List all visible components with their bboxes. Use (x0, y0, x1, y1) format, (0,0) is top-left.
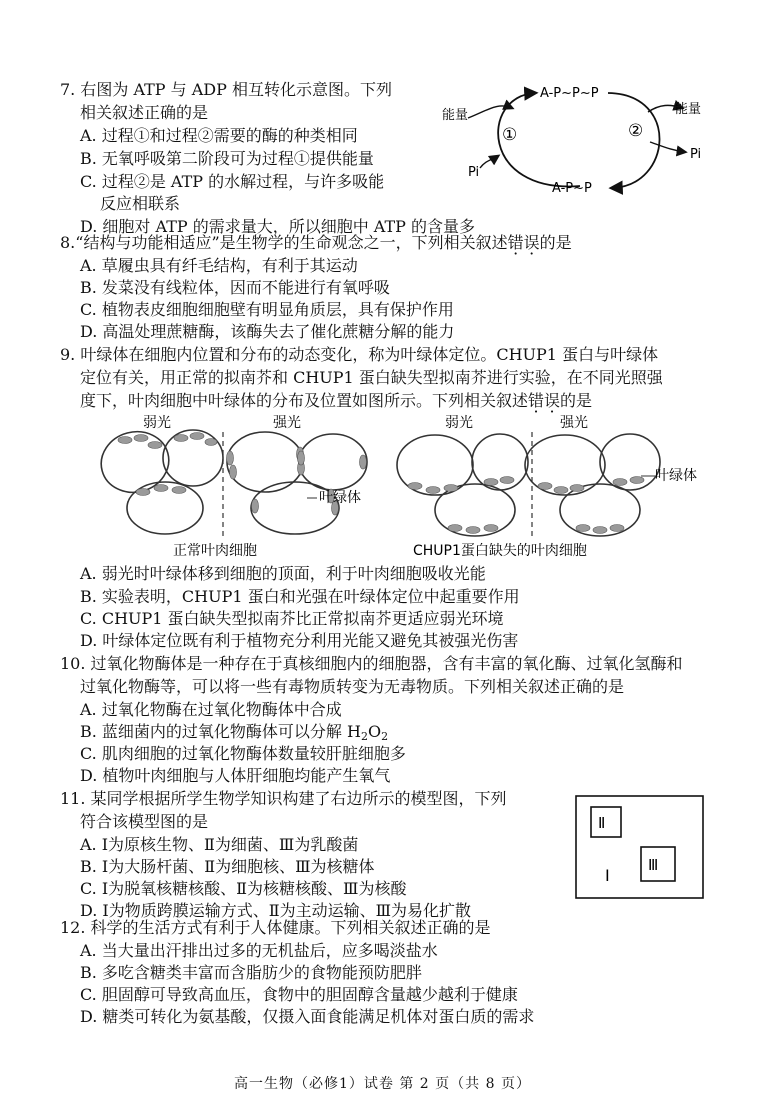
q8-stem: 8.“结构与功能相适应”是生物学的生命观念之一，下列相关叙述错误的是 (60, 233, 572, 252)
chloroplast-figure (95, 410, 715, 570)
adp-label: A-P~P (552, 181, 592, 196)
label-chloroplast-2: 叶绿体 (655, 468, 697, 484)
q11-option-c: C. Ⅰ为脱氧核糖核酸、Ⅱ为核糖核酸、Ⅲ为核酸 (80, 879, 407, 898)
caption-normal: 正常叶肉细胞 (173, 543, 257, 559)
q12-option-c: C. 胆固醇可导致高血压，食物中的胆固醇含量越少越利于健康 (80, 985, 518, 1004)
q11-option-d: D. Ⅰ为物质跨膜运输方式、Ⅱ为主动运输、Ⅲ为易化扩散 (80, 901, 472, 920)
q10-stem-line2: 过氧化物酶等，可以将一些有毒物质转变为无毒物质。下列相关叙述正确的是 (80, 677, 625, 696)
q9-stem-line1: 9. 叶绿体在细胞内位置和分布的动态变化，称为叶绿体定位。CHUP1 蛋白与叶绿体 (60, 345, 659, 364)
q9-stem-line2: 定位有关，用正常的拟南芥和 CHUP1 蛋白缺失型拟南芥进行实验，在不同光照强 (80, 368, 663, 387)
label-weak-mutant: 弱光 (445, 415, 473, 431)
q9-option-b: B. 实验表明，CHUP1 蛋白和光强在叶绿体定位中起重要作用 (80, 587, 520, 606)
set-3-label: Ⅲ (648, 856, 659, 874)
q11-stem-line1: 11. 某同学根据所学生物学知识构建了右边所示的模型图，下列 (60, 789, 507, 808)
set-1-label: Ⅰ (605, 866, 610, 885)
q7-option-c-line2: 反应相联系 (100, 194, 181, 213)
q10-option-d: D. 植物叶肉细胞与人体肝细胞均能产生氧气 (80, 766, 391, 785)
process-1-label: ① (502, 125, 518, 145)
label-chloroplast-1: 叶绿体 (319, 490, 361, 506)
q10-option-c: C. 肌肉细胞的过氧化物酶体数量较肝脏细胞多 (80, 744, 406, 763)
q7-option-b: B. 无氧呼吸第二阶段可为过程①提供能量 (80, 149, 374, 168)
label-weak-normal: 弱光 (143, 415, 171, 431)
atp-adp-diagram (440, 76, 720, 201)
q11-option-a: A. Ⅰ为原核生物、Ⅱ为细菌、Ⅲ为乳酸菌 (80, 835, 359, 854)
process-2-label: ② (628, 121, 644, 141)
q7-stem-line1: 7. 右图为 ATP 与 ADP 相互转化示意图。下列 (60, 80, 392, 99)
q12-option-b: B. 多吃含糖类丰富而含脂肪少的食物能预防肥胖 (80, 963, 422, 982)
q8-option-c: C. 植物表皮细胞细胞壁有明显角质层，具有保护作用 (80, 300, 454, 319)
q7-option-a: A. 过程①和过程②需要的酶的种类相同 (80, 126, 358, 145)
caption-mutant: CHUP1蛋白缺失的叶肉细胞 (413, 543, 587, 559)
energy-out-label: 能量 (675, 102, 702, 117)
q9-option-c: C. CHUP1 蛋白缺失型拟南芥比正常拟南芥更适应弱光环境 (80, 609, 504, 628)
energy-in-label: 能量 (442, 108, 469, 123)
q9-option-d: D. 叶绿体定位既有利于植物充分利用光能又避免其被强光伤害 (80, 631, 519, 650)
q9-stem-line3: 度下，叶肉细胞中叶绿体的分布及位置如图所示。下列相关叙述错误的是 (80, 391, 593, 410)
q7-option-d: D. 细胞对 ATP 的需求量大，所以细胞中 ATP 的含量多 (80, 217, 476, 236)
q8-option-a: A. 草履虫具有纤毛结构，有利于其运动 (80, 256, 358, 275)
q7-stem-line2: 相关叙述正确的是 (80, 103, 209, 122)
label-strong-mutant: 强光 (560, 415, 588, 431)
q12-stem: 12. 科学的生活方式有利于人体健康。下列相关叙述正确的是 (60, 918, 491, 937)
q7-option-c-line1: C. 过程②是 ATP 的水解过程，与许多吸能 (80, 172, 385, 191)
pi-in-label: Pi (468, 165, 480, 180)
set-2-label: Ⅱ (598, 814, 606, 832)
pi-out-label: Pi (690, 147, 702, 162)
q11-option-b: B. Ⅰ为大肠杆菌、Ⅱ为细胞核、Ⅲ为核糖体 (80, 857, 375, 876)
q8-option-b: B. 发菜没有线粒体，因而不能进行有氧呼吸 (80, 278, 390, 297)
q12-option-a: A. 当大量出汗排出过多的无机盐后，应多喝淡盐水 (80, 941, 438, 960)
q8-option-d: D. 高温处理蔗糖酶，该酶失去了催化蔗糖分解的能力 (80, 322, 455, 341)
label-strong-normal: 强光 (273, 415, 301, 431)
q9-option-a: A. 弱光时叶绿体移到细胞的顶面，利于叶肉细胞吸收光能 (80, 564, 486, 583)
set-model-diagram (575, 795, 705, 900)
atp-label: A-P~P~P (540, 86, 599, 101)
q11-stem-line2: 符合该模型图的是 (80, 812, 209, 831)
q10-stem-line1: 10. 过氧化物酶体是一种存在于真核细胞内的细胞器，含有丰富的氧化酶、过氧化氢酶和 (60, 654, 683, 673)
page-footer: 高一生物（必修1）试卷 第 2 页（共 8 页） (234, 1076, 531, 1092)
q12-option-d: D. 糖类可转化为氨基酸，仅摄入面食能满足机体对蛋白质的需求 (80, 1007, 535, 1026)
q10-option-b: B. 蓝细菌内的过氧化物酶体可以分解 $H_2O_2$ (80, 722, 389, 743)
q10-option-a: A. 过氧化物酶在过氧化物酶体中合成 (80, 700, 342, 719)
